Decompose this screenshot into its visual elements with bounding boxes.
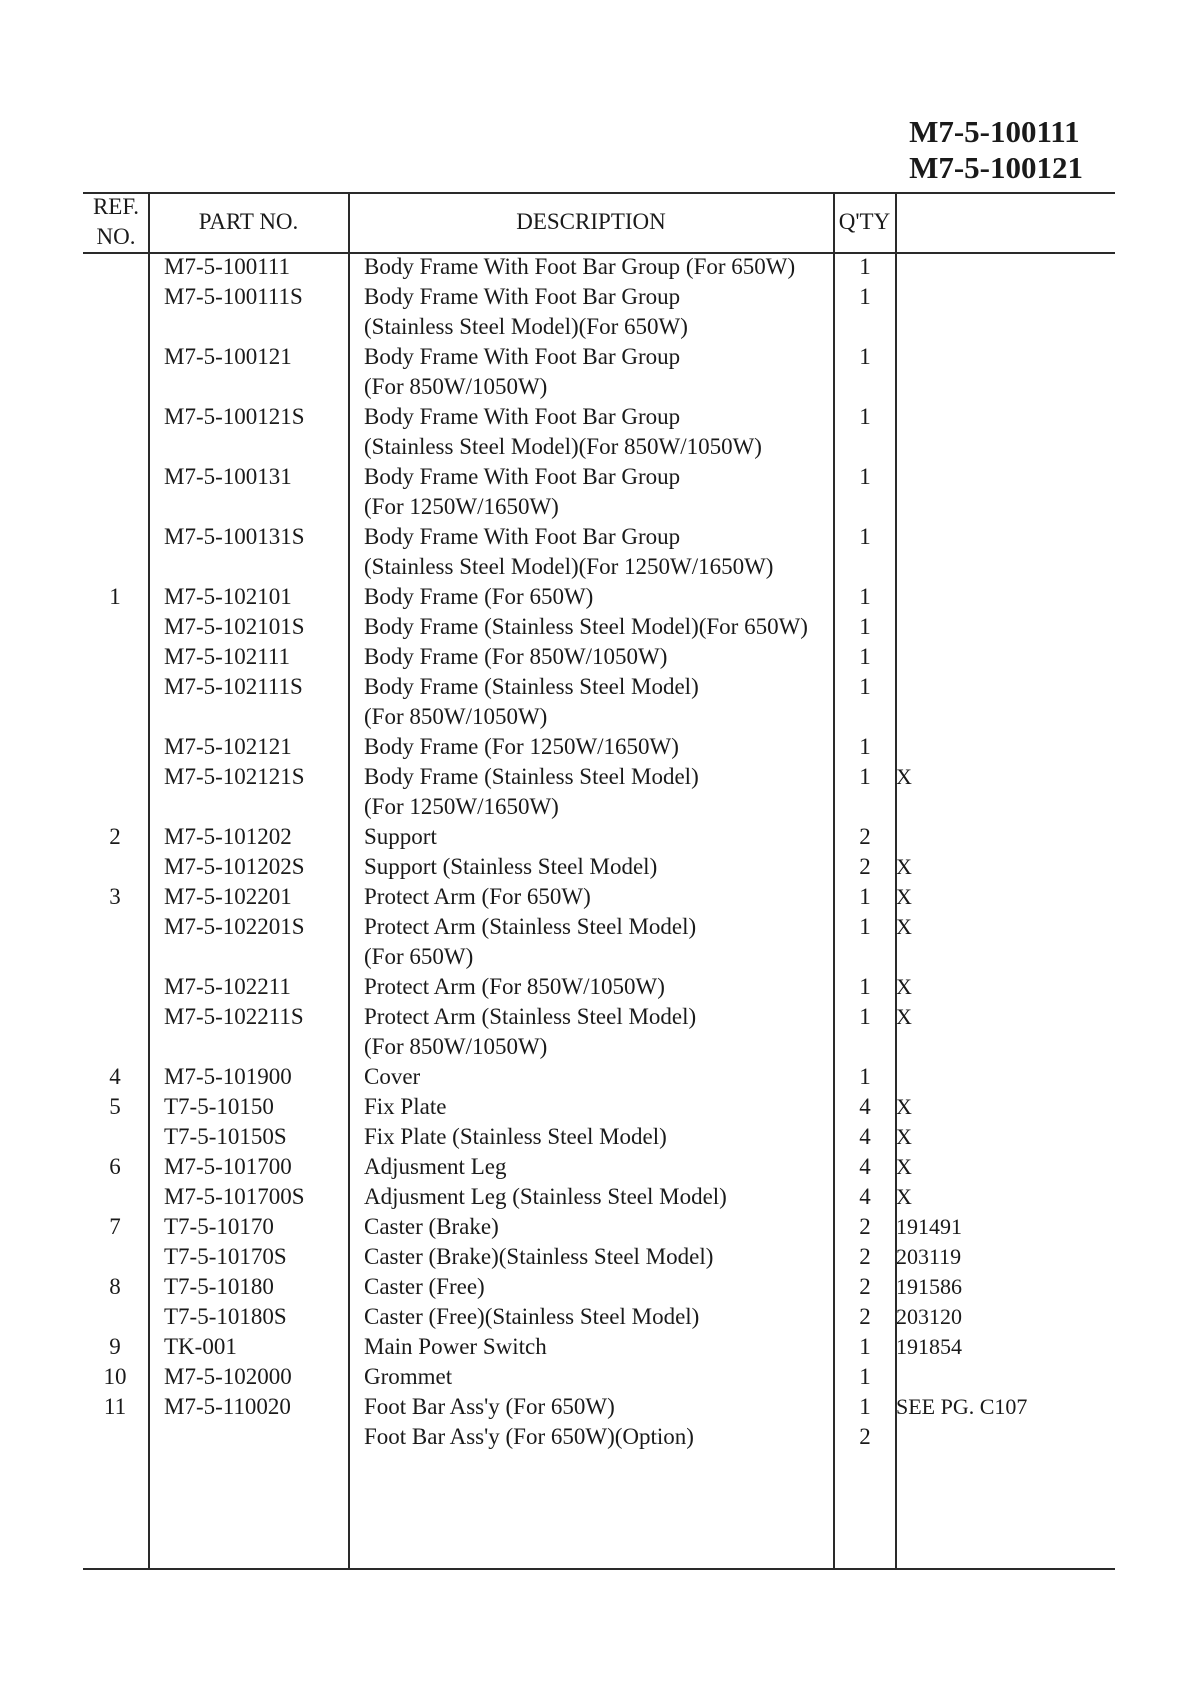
- part-number: T7-5-10150: [164, 1094, 274, 1119]
- description: Caster (Free)(Stainless Steel Model): [364, 1304, 700, 1329]
- description: Grommet: [364, 1364, 453, 1389]
- quantity: 2: [859, 854, 871, 879]
- description: Protect Arm (Stainless Steel Model): [364, 1004, 697, 1029]
- quantity: 1: [859, 644, 871, 669]
- description: Fix Plate: [364, 1094, 447, 1119]
- description: Body Frame With Foot Bar Group: [364, 344, 681, 369]
- quantity: 1: [859, 674, 871, 699]
- description: Support: [364, 824, 437, 849]
- table-row: [0, 1122, 1191, 1152]
- table-row: [0, 582, 1191, 612]
- part-number: M7-5-101202S: [164, 854, 305, 879]
- col-header-part-no: PART NO.: [198, 209, 299, 234]
- remark: X: [896, 1004, 912, 1029]
- quantity: 2: [859, 1244, 871, 1269]
- description: Body Frame (Stainless Steel Model)(For 650W): [364, 614, 808, 639]
- description: (Stainless Steel Model)(For 850W/1050W): [364, 434, 762, 459]
- remark: SEE PG. C107: [896, 1394, 1028, 1419]
- description: Body Frame (Stainless Steel Model): [364, 764, 699, 789]
- description: (For 850W/1050W): [364, 1034, 548, 1059]
- quantity: 2: [859, 824, 871, 849]
- remark: X: [896, 914, 912, 939]
- part-number: M7-5-102111: [164, 644, 291, 669]
- quantity: 1: [859, 344, 871, 369]
- table-row: [0, 252, 1191, 282]
- col-header-description: DESCRIPTION: [516, 209, 666, 234]
- remark: X: [896, 974, 912, 999]
- ref-no: 6: [109, 1154, 121, 1179]
- quantity: 1: [859, 914, 871, 939]
- part-number: M7-5-102111S: [164, 674, 303, 699]
- description: Foot Bar Ass'y (For 650W): [364, 1394, 615, 1419]
- remark: 191854: [896, 1334, 962, 1359]
- description: Caster (Brake): [364, 1214, 499, 1239]
- part-number: M7-5-100131S: [164, 524, 305, 549]
- description: Body Frame With Foot Bar Group (For 650W): [364, 254, 796, 279]
- table-row: [0, 462, 1191, 492]
- ref-no: 10: [103, 1364, 127, 1389]
- ref-no: 4: [109, 1064, 121, 1089]
- part-number: M7-5-101700S: [164, 1184, 305, 1209]
- description: Body Frame With Foot Bar Group: [364, 464, 681, 489]
- description: Body Frame (For 1250W/1650W): [364, 734, 679, 759]
- table-row: [0, 1392, 1191, 1422]
- remark: X: [896, 764, 912, 789]
- table-row: [0, 732, 1191, 762]
- quantity: 1: [859, 734, 871, 759]
- description: (For 650W): [364, 944, 474, 969]
- table-row: [0, 432, 1191, 462]
- quantity: 1: [859, 584, 871, 609]
- table-row: [0, 1212, 1191, 1242]
- ref-no: 5: [109, 1094, 121, 1119]
- description: Adjusment Leg: [364, 1154, 507, 1179]
- part-number: M7-5-102211S: [164, 1004, 304, 1029]
- part-number: TK-001: [164, 1334, 237, 1359]
- ref-no: 1: [109, 584, 121, 609]
- table-row: [0, 852, 1191, 882]
- part-number: T7-5-10170S: [164, 1244, 287, 1269]
- quantity: 1: [859, 764, 871, 789]
- ref-no: 3: [109, 884, 121, 909]
- table-row: [0, 1422, 1191, 1452]
- table-row: [0, 1272, 1191, 1302]
- remark: 191586: [896, 1274, 962, 1299]
- description: (For 1250W/1650W): [364, 494, 559, 519]
- table-row: [0, 672, 1191, 702]
- model-number: M7-5-100121: [909, 150, 1083, 185]
- part-number: M7-5-102211: [164, 974, 291, 999]
- table-row: [0, 1332, 1191, 1362]
- remark: X: [896, 854, 912, 879]
- col-header-qty: Q'TY: [838, 209, 891, 234]
- table-row: [0, 1002, 1191, 1032]
- table-bottom-rule: [83, 1568, 1115, 1570]
- quantity: 4: [859, 1184, 871, 1209]
- description: Support (Stainless Steel Model): [364, 854, 658, 879]
- description: Body Frame With Foot Bar Group: [364, 524, 681, 549]
- quantity: 4: [859, 1094, 871, 1119]
- table-row: [0, 282, 1191, 312]
- table-row: [0, 1062, 1191, 1092]
- quantity: 1: [859, 254, 871, 279]
- remark: X: [896, 1094, 912, 1119]
- description: Body Frame (For 850W/1050W): [364, 644, 668, 669]
- part-number: M7-5-100111: [164, 254, 291, 279]
- ref-no: 7: [109, 1214, 121, 1239]
- table-row: [0, 1182, 1191, 1212]
- description: Fix Plate (Stainless Steel Model): [364, 1124, 667, 1149]
- part-number: M7-5-102201: [164, 884, 292, 909]
- part-number: T7-5-10180S: [164, 1304, 287, 1329]
- quantity: 1: [859, 974, 871, 999]
- model-number-header: [909, 114, 1083, 186]
- table-row: [0, 702, 1191, 732]
- part-number: M7-5-110020: [164, 1394, 291, 1419]
- quantity: 1: [859, 284, 871, 309]
- table-row: [0, 882, 1191, 912]
- model-number: M7-5-100111: [909, 114, 1080, 149]
- description: (For 1250W/1650W): [364, 794, 559, 819]
- part-number: M7-5-102201S: [164, 914, 305, 939]
- part-number: T7-5-10170: [164, 1214, 274, 1239]
- part-number: M7-5-102121: [164, 734, 292, 759]
- part-number: M7-5-101700: [164, 1154, 292, 1179]
- table-row: [0, 402, 1191, 432]
- description: Caster (Brake)(Stainless Steel Model): [364, 1244, 714, 1269]
- table-row: [0, 972, 1191, 1002]
- quantity: 1: [859, 524, 871, 549]
- ref-no: 11: [103, 1394, 127, 1419]
- table-row: [0, 792, 1191, 822]
- part-number: T7-5-10180: [164, 1274, 274, 1299]
- part-number: M7-5-100121S: [164, 404, 305, 429]
- part-number: M7-5-100131: [164, 464, 292, 489]
- ref-no: 8: [109, 1274, 121, 1299]
- description: Protect Arm (Stainless Steel Model): [364, 914, 697, 939]
- description: Protect Arm (For 650W): [364, 884, 591, 909]
- part-number: M7-5-101202: [164, 824, 292, 849]
- part-number: M7-5-102000: [164, 1364, 292, 1389]
- quantity: 1: [859, 1364, 871, 1389]
- table-row: [0, 762, 1191, 792]
- remark: X: [896, 1154, 912, 1179]
- table-row: [0, 372, 1191, 402]
- ref-no: 9: [109, 1334, 121, 1359]
- quantity: 1: [859, 404, 871, 429]
- description: (For 850W/1050W): [364, 704, 548, 729]
- table-row: [0, 1032, 1191, 1062]
- quantity: 1: [859, 614, 871, 639]
- table-row: [0, 942, 1191, 972]
- description: (For 850W/1050W): [364, 374, 548, 399]
- table-row: [0, 612, 1191, 642]
- part-number: T7-5-10150S: [164, 1124, 287, 1149]
- table-row: [0, 552, 1191, 582]
- description: (Stainless Steel Model)(For 650W): [364, 314, 688, 339]
- quantity: 1: [859, 1334, 871, 1359]
- remark: 203120: [896, 1304, 962, 1329]
- description: Cover: [364, 1064, 421, 1089]
- quantity: 1: [859, 1394, 871, 1419]
- table-top-rule: [83, 192, 1115, 194]
- table-row: [0, 312, 1191, 342]
- quantity: 2: [859, 1304, 871, 1329]
- part-number: M7-5-100121: [164, 344, 292, 369]
- description: Adjusment Leg (Stainless Steel Model): [364, 1184, 727, 1209]
- description: Protect Arm (For 850W/1050W): [364, 974, 665, 999]
- description: Caster (Free): [364, 1274, 485, 1299]
- description: Body Frame With Foot Bar Group: [364, 404, 681, 429]
- quantity: 2: [859, 1424, 871, 1449]
- parts-table-body: [0, 252, 1191, 1452]
- table-row: [0, 1152, 1191, 1182]
- description: Body Frame (For 650W): [364, 584, 594, 609]
- table-row: [0, 912, 1191, 942]
- part-number: M7-5-100111S: [164, 284, 303, 309]
- table-row: [0, 822, 1191, 852]
- remark: X: [896, 1124, 912, 1149]
- description: Body Frame With Foot Bar Group: [364, 284, 681, 309]
- part-number: M7-5-102101: [164, 584, 292, 609]
- quantity: 4: [859, 1124, 871, 1149]
- table-row: [0, 522, 1191, 552]
- quantity: 4: [859, 1154, 871, 1179]
- quantity: 1: [859, 464, 871, 489]
- quantity: 1: [859, 884, 871, 909]
- table-row: [0, 342, 1191, 372]
- table-row: [0, 492, 1191, 522]
- remark: 203119: [896, 1244, 962, 1269]
- quantity: 2: [859, 1214, 871, 1239]
- description: Main Power Switch: [364, 1334, 547, 1359]
- table-row: [0, 1242, 1191, 1272]
- table-row: [0, 1362, 1191, 1392]
- description: Foot Bar Ass'y (For 650W)(Option): [364, 1424, 694, 1449]
- remark: X: [896, 884, 912, 909]
- remark: 191491: [896, 1214, 962, 1239]
- description: (Stainless Steel Model)(For 1250W/1650W): [364, 554, 774, 579]
- part-number: M7-5-102101S: [164, 614, 305, 639]
- table-row: [0, 1092, 1191, 1122]
- col-header-ref: REF. NO.: [92, 194, 140, 249]
- quantity: 1: [859, 1064, 871, 1089]
- table-row: [0, 1302, 1191, 1332]
- remark: X: [896, 1184, 912, 1209]
- part-number: M7-5-101900: [164, 1064, 292, 1089]
- quantity: 2: [859, 1274, 871, 1299]
- ref-no: 2: [109, 824, 121, 849]
- quantity: 1: [859, 1004, 871, 1029]
- table-row: [0, 642, 1191, 672]
- description: Body Frame (Stainless Steel Model): [364, 674, 699, 699]
- part-number: M7-5-102121S: [164, 764, 305, 789]
